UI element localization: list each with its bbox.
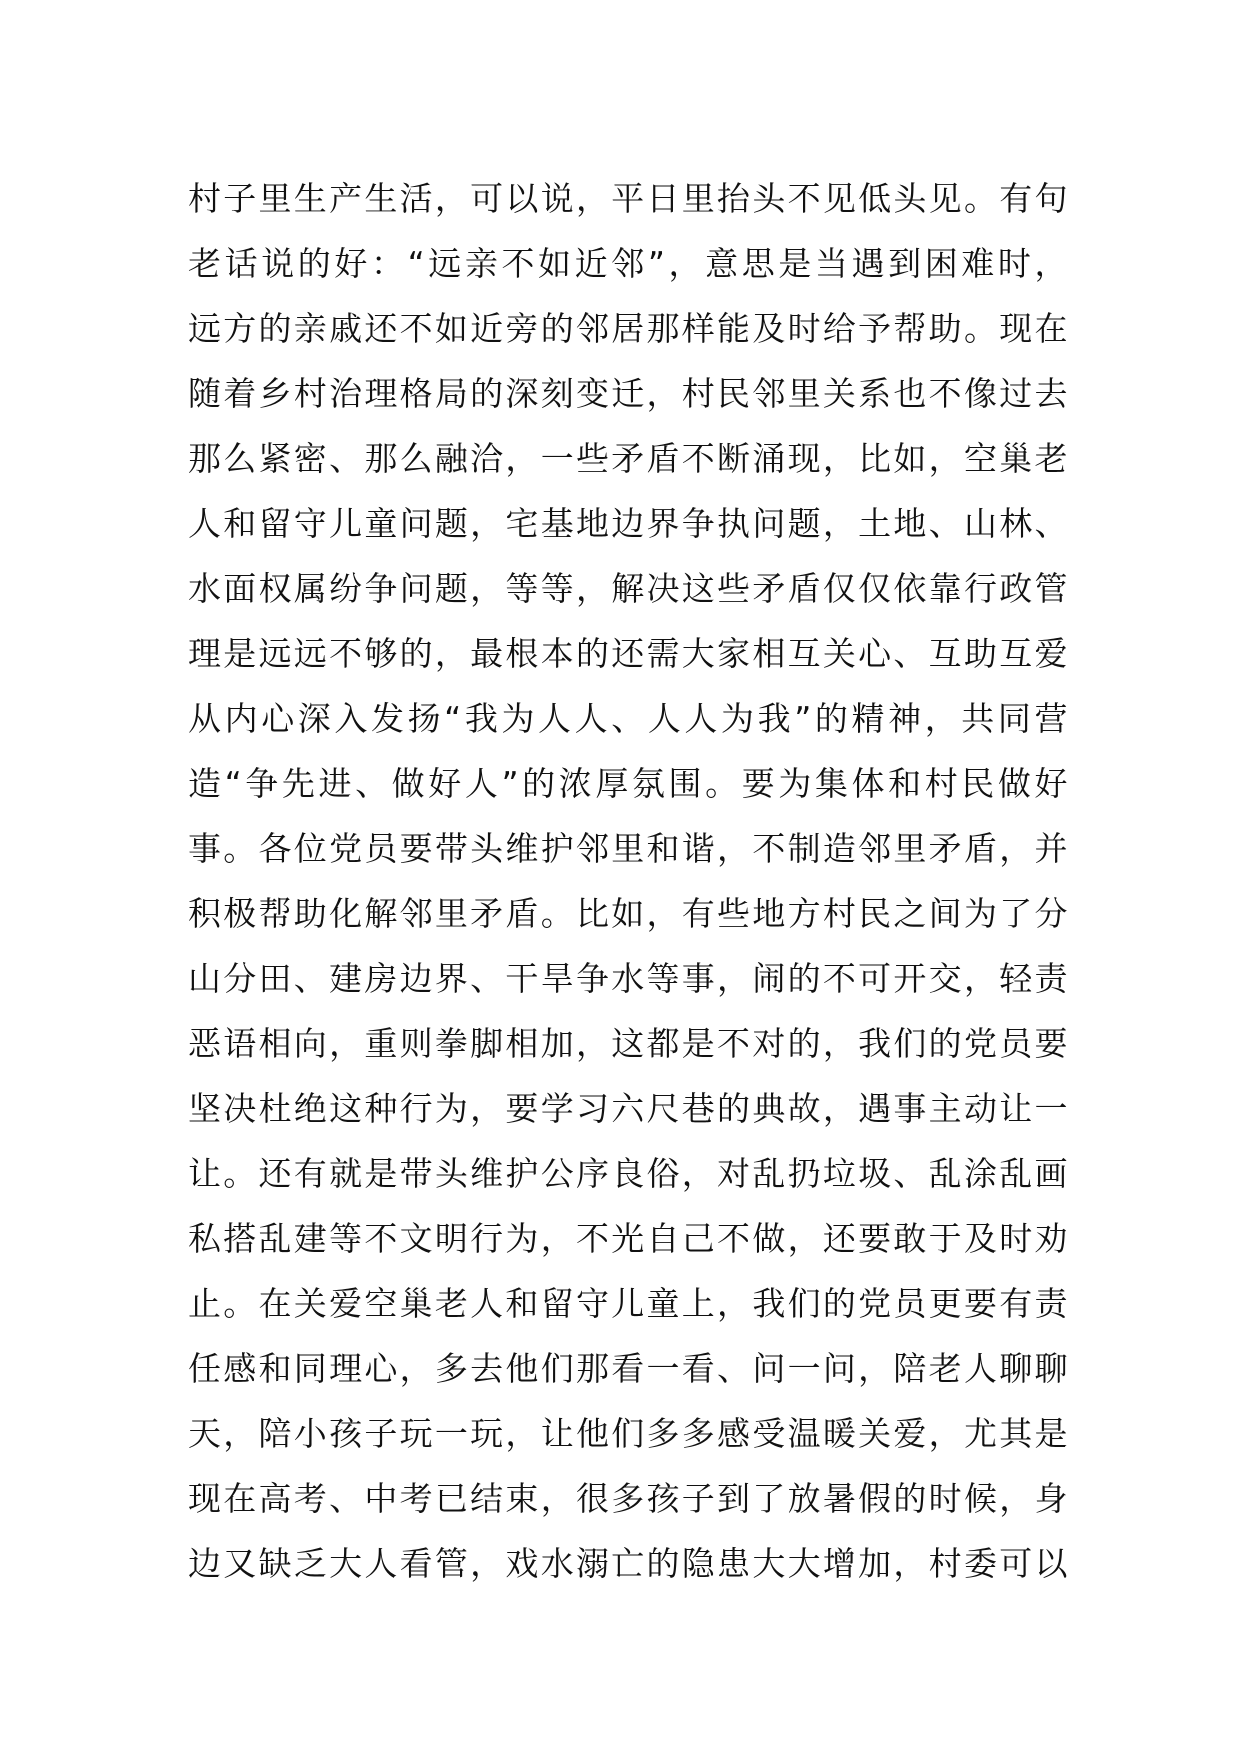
text-line: 任感和同理心，多去他们那看一看、问一问，陪老人聊聊 xyxy=(188,1349,1068,1388)
text-line: 人和留守儿童问题，宅基地边界争执问题，土地、山林、 xyxy=(188,504,1068,543)
text-line: 现在高考、中考已结束，很多孩子到了放暑假的时候，身 xyxy=(188,1479,1068,1518)
text-line: 老话说的好：“远亲不如近邻”，意思是当遇到困难时， xyxy=(188,244,1068,283)
text-line: 水面权属纷争问题，等等，解决这些矛盾仅仅依靠行政管 xyxy=(188,569,1068,608)
text-line: 天，陪小孩子玩一玩，让他们多多感受温暖关爱，尤其是 xyxy=(188,1414,1068,1453)
text-line: 私搭乱建等不文明行为，不光自己不做，还要敢于及时劝 xyxy=(188,1219,1068,1258)
text-line: 理是远远不够的，最根本的还需大家相互关心、互助互爱 xyxy=(188,634,1068,673)
body-text xyxy=(188,166,1068,1596)
text-line: 随着乡村治理格局的深刻变迁，村民邻里关系也不像过去 xyxy=(188,374,1068,413)
text-line: 边又缺乏大人看管，戏水溺亡的隐患大大增加，村委可以 xyxy=(188,1544,1068,1583)
text-line: 积极帮助化解邻里矛盾。比如，有些地方村民之间为了分 xyxy=(188,894,1068,933)
text-line: 那么紧密、那么融洽，一些矛盾不断涌现，比如，空巢老 xyxy=(188,439,1068,478)
text-line: 恶语相向，重则拳脚相加，这都是不对的，我们的党员要 xyxy=(188,1024,1068,1063)
text-line: 山分田、建房边界、干旱争水等事，闹的不可开交，轻责 xyxy=(188,959,1068,998)
text-line: 让。还有就是带头维护公序良俗，对乱扔垃圾、乱涂乱画 xyxy=(188,1154,1068,1193)
text-line: 坚决杜绝这种行为，要学习六尺巷的典故，遇事主动让一 xyxy=(188,1089,1068,1128)
text-line: 从内心深入发扬“我为人人、人人为我”的精神，共同营 xyxy=(188,699,1068,738)
text-line: 村子里生产生活，可以说，平日里抬头不见低头见。有句 xyxy=(188,179,1068,218)
text-line: 事。各位党员要带头维护邻里和谐，不制造邻里矛盾，并 xyxy=(188,829,1068,868)
text-line: 远方的亲戚还不如近旁的邻居那样能及时给予帮助。现在 xyxy=(188,309,1068,348)
text-line: 造“争先进、做好人”的浓厚氛围。要为集体和村民做好 xyxy=(188,764,1068,803)
text-line: 止。在关爱空巢老人和留守儿童上，我们的党员更要有责 xyxy=(188,1284,1068,1323)
